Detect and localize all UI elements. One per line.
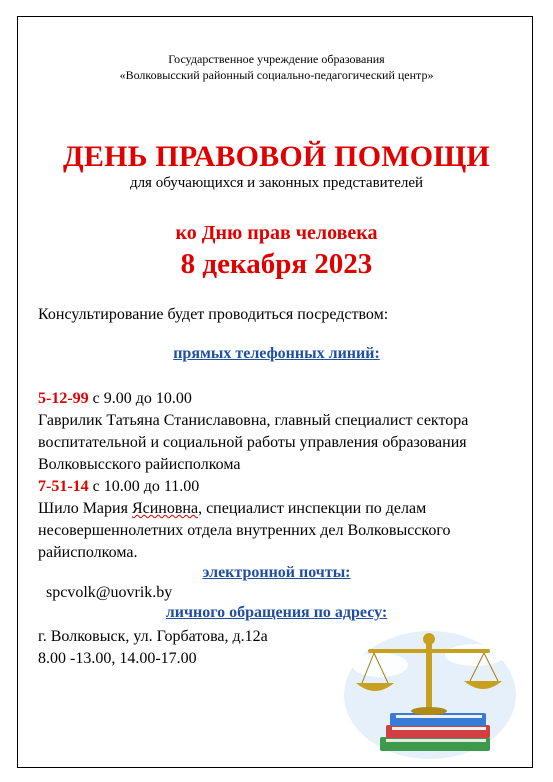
contact-1-description: Гаврилик Татьяна Станиславовна, главный специалист сектора воспитательной и социальной работы управления образования Волковысского райисполкома — [38, 412, 469, 473]
contact-1-phone: 5-12-99 — [38, 390, 89, 407]
event-subtitle: для обучающихся и законных представителей — [129, 175, 424, 191]
event-date: 8 декабря 2023 — [180, 248, 373, 280]
contact-2-phone: 7-51-14 — [38, 478, 89, 495]
contact-2-hours: с 10.00 до 11.00 — [88, 478, 200, 495]
visit-address: г. Волковыск, ул. Горбатова, д.12а — [38, 628, 268, 645]
visit-hours: 8.00 -13.00, 14.00-17.00 — [38, 650, 197, 667]
phone-section-heading: прямых телефонных линий: — [173, 345, 380, 362]
consultation-intro: Консультирование будет проводиться посредством: — [38, 306, 389, 323]
contact-2-line — [38, 476, 518, 498]
phone-contacts-block — [38, 388, 518, 564]
institution-line-1: Государственное учреждение образования — [168, 52, 385, 66]
email-section-heading: электронной почты: — [202, 564, 351, 581]
event-title: ДЕНЬ ПРАВОВОЙ ПОМОЩИ — [63, 140, 490, 173]
contact-1-hours: с 9.00 до 10.00 — [88, 390, 192, 407]
scales-of-justice-on-books-icon — [340, 625, 516, 763]
visit-section-heading: личного обращения по адресу: — [165, 604, 388, 621]
institution-line-2: «Волковысский районный социально-педагогический центр» — [119, 68, 434, 82]
email-address[interactable]: spcvolk@uovrik.by — [46, 584, 173, 601]
contact-1-line — [38, 388, 518, 410]
contact-2-description: Шило Мария Ясиновна, специалист инспекции по делам несовершеннолетних отдела внутренних дел Волковысского райисполкома. — [38, 500, 451, 561]
event-occasion: ко Дню прав человека — [175, 222, 378, 244]
